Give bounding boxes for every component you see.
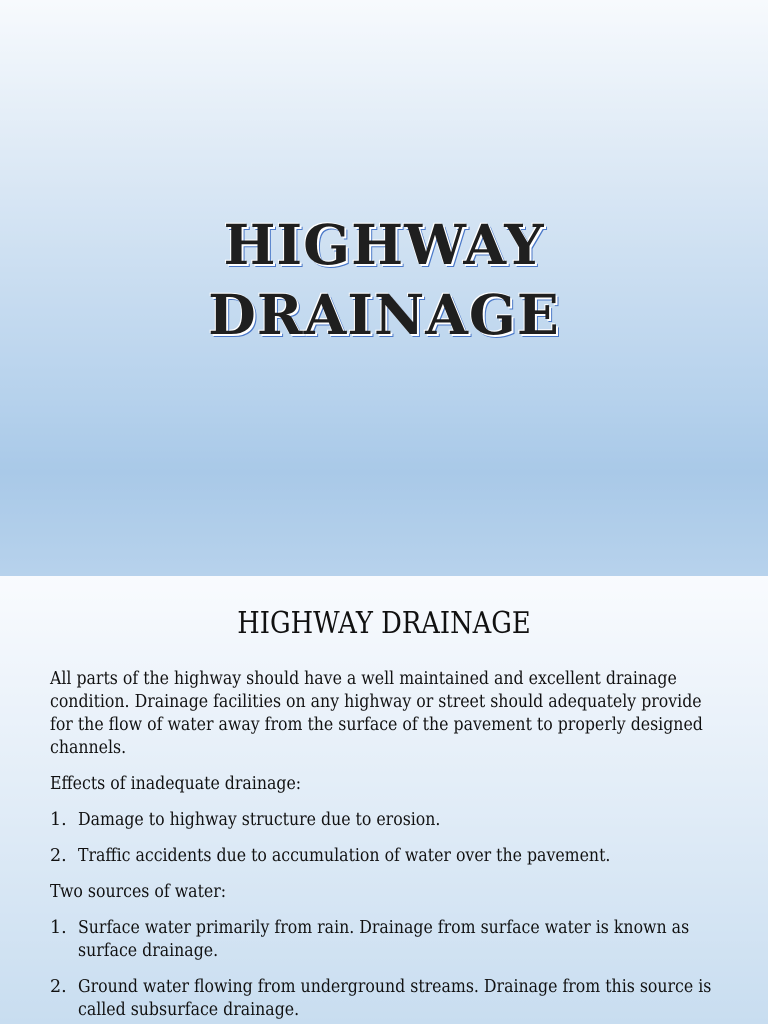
list-number: 1. — [50, 810, 67, 830]
effects-label: Effects of inadequate drainage: — [50, 774, 302, 794]
slide-heading: HIGHWAY DRAINAGE — [237, 606, 531, 641]
list-item — [50, 976, 730, 1022]
content-slide — [0, 576, 768, 1024]
title-line-2: DRAINAGE — [208, 282, 560, 347]
list-number: 1. — [50, 918, 67, 938]
list-item — [50, 845, 730, 868]
list-text: Damage to highway structure due to erosion. — [78, 810, 441, 830]
list-text: Traffic accidents due to accumulation of water over the pavement. — [78, 846, 611, 866]
list-item — [50, 809, 730, 832]
list-number: 2. — [50, 977, 67, 997]
sources-label: Two sources of water: — [50, 882, 227, 902]
title-line-1: HIGHWAY — [223, 212, 545, 277]
list-item — [50, 917, 730, 963]
list-text: Ground water flowing from underground streams. Drainage from this source is called subsurface drainage. — [78, 977, 712, 1020]
list-number: 2. — [50, 846, 67, 866]
slide-body — [50, 668, 730, 1035]
list-text: Surface water primarily from rain. Drainage from surface water is known as surface drainage. — [78, 918, 690, 961]
slide-title — [0, 210, 768, 350]
intro-paragraph: All parts of the highway should have a well maintained and excellent drainage condition. Drainage facilities on any highway or street should adequately provide for the flow of water away from the surface of the pavement to properly designed channels. — [50, 669, 703, 758]
